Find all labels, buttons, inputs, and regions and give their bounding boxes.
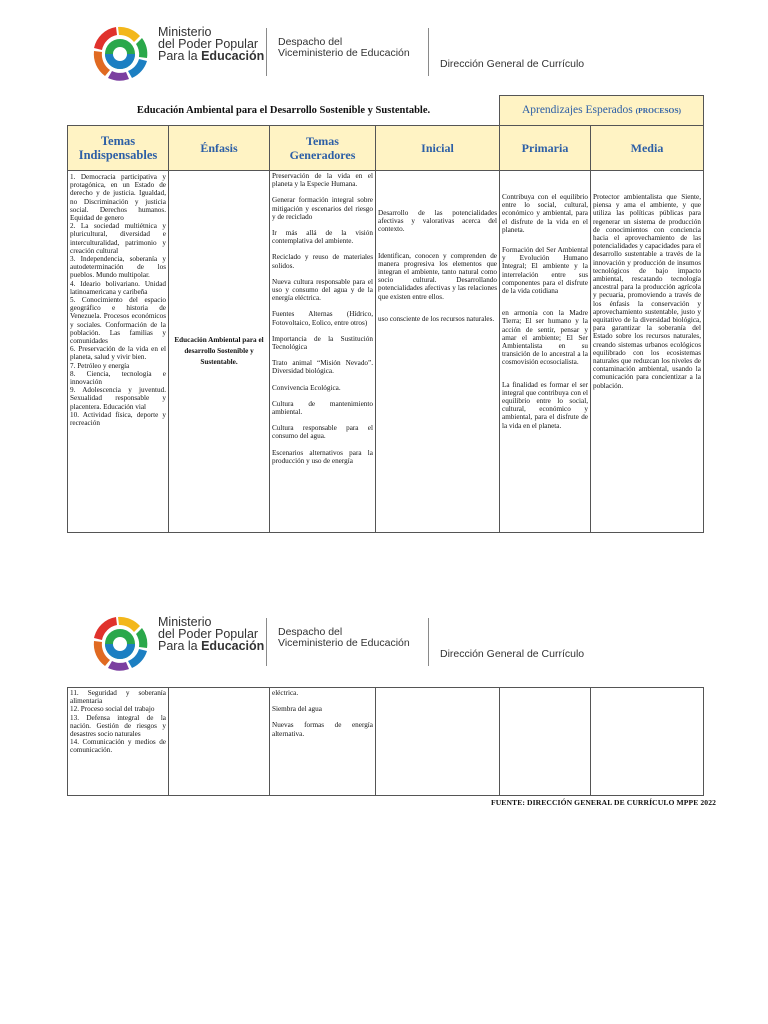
header-enfasis: Énfasis [169, 126, 270, 171]
temas-cell [68, 171, 169, 533]
header-temas: Temas Indispensables [68, 126, 169, 171]
direccion-text: Dirección General de Currículo [440, 648, 585, 660]
tema-item: 5. Conocimiento del espacio geográfico e historia de Venezuela. Procesos económicos y sociales. Conformación de la población. Las familias y comunidades [70, 296, 166, 346]
inicial-cell [376, 688, 500, 796]
tema-item: 3. Independencia, soberanía y autodeterminación de los pueblos. Mundo multipolar. [70, 255, 166, 280]
tema-item: 13. Defensa integral de la nación. Gestión de riesgos y desastres socio naturales [70, 713, 166, 739]
curriculum-table [67, 95, 704, 533]
header-generadores: Temas Generadores [270, 126, 376, 171]
inicial-cell [376, 171, 500, 533]
ministry-name: Ministerio del Poder Popular Para la Educación [158, 25, 265, 63]
generador-item: Escenarios alternativos para la producción y uso de energía [272, 448, 373, 465]
header-divider [428, 618, 429, 666]
generador-item: Cultura de mantenimiento ambiental. [272, 399, 373, 417]
generador-item: Preservación de la vida en el planeta y la Especie Humana. [272, 172, 373, 189]
generador-item: Cultura responsable para el consumo del agua. [272, 424, 373, 441]
primaria-cell [500, 171, 591, 533]
primaria-cell [500, 688, 591, 796]
page-header [88, 16, 708, 88]
tema-item: 7. Petróleo y energía [70, 361, 130, 370]
generador-item: Nuevas formas de energía alternativa. [272, 721, 373, 738]
generador-item: Reciclado y reuso de materiales solidos. [272, 253, 373, 270]
generador-item: Ir más allá de la visión contemplativa del ambiente. [272, 229, 373, 246]
ministry-name: Ministerio del Poder Popular Para la Educación [158, 615, 265, 653]
tema-item: 2. La sociedad multiétnica y pluricultural, diversidad e interculturalidad, patrimonio y creación cultural [70, 222, 166, 255]
generador-item: Fuentes Alternas (Hídrico, Fotovoltaico, Eolico, entre otros) [272, 310, 373, 327]
tema-item: 9. Adolescencia y juventud. Sexualidad responsable y placentera. Educación vial [70, 386, 166, 411]
inicial-item: Desarrollo de las potencialidades afectivas y valorativas acerca del contexto. [378, 209, 497, 234]
primaria-item: en armonía con la Madre Tierra; El ser humano y la acción de sentir, pensar y amar el ambiente; El Ser Ambientalista en su transición de lo ancestral a la cosmovisión ecosocialista. [502, 309, 588, 367]
generador-item: Generar formación integral sobre mitigación y escenarios del riesgo y de reciclado [272, 196, 373, 221]
generador-item: Importancia de la Sustitución Tecnológica [272, 334, 373, 352]
tema-item: 4. Ideario bolivariano. Unidad latinoamericana y caribeña [70, 279, 166, 296]
media-text: Protector ambientalista que Siente, piensa y ama el ambiente, y que utiliza las políticas públicas para regenerar un sistema de producción de conocimientos con conciencia hacia el aprovechamiento de las potencialidades y capacidades para el desarrollo sustentable a través de la innovación y producción de insumos tecnológicos de bajo impacto ambiental, rescatando tecnología ancestral para la producción agrícola y pecuaria, promoviendo a través de los énfasis la conservación y aprovechamiento sustentable, justo y equitativo de la diversidad biológica, para garantizar la soberanía del Estado sobre los recursos naturales, creando sistemas urbanos ecológicos equilibrado con los ecosistemas naturales que reduzcan los niveles de contaminación ambiental, usando la comunicación para concientizar a la población. [593, 193, 701, 390]
tema-item: 12. Proceso social del trabajo [70, 705, 155, 714]
enfasis-cell [169, 688, 270, 796]
header-media: Media [591, 126, 704, 171]
generador-item: Nueva cultura responsable para el uso y consumo del agua y de la energía eléctrica. [272, 277, 373, 303]
generador-item: eléctrica. [272, 689, 299, 697]
primaria-item: Contribuya con el equilibrio entre lo social, cultural, económico y ambiental, para el disfrute de la vida en el planeta. [502, 193, 588, 234]
primaria-item: Formación del Ser Ambiental y Evolución Humano Integral; El ambiente y la interrelación entre sus componentes para el disfrute de la vida cotidiana [502, 246, 588, 296]
generador-item: Trato animal “Misión Nevado”. Diversidad biológica. [272, 359, 373, 376]
media-cell [591, 688, 704, 796]
direccion-text: Dirección General de Currículo [440, 58, 585, 70]
generador-item: Convivencia Ecológica. [272, 383, 341, 392]
primaria-item: La finalidad es formar el ser integral que contribuya con el equilibrio entre lo social, cultural, económico y ambiental, para el disfrute de la vida en el planeta. [502, 380, 588, 430]
ministry-logo [88, 22, 152, 86]
page-header [88, 606, 708, 678]
generadores-cell [270, 171, 376, 533]
tema-item: 10. Actividad física, deporte y recreación [70, 410, 166, 428]
header-divider [266, 618, 267, 666]
header-inicial: Inicial [376, 126, 500, 171]
inicial-item: uso consciente de los recursos naturales. [378, 314, 495, 323]
ministry-logo [88, 612, 152, 676]
media-cell [591, 171, 704, 533]
generadores-cell [270, 688, 376, 796]
header-primaria: Primaria [500, 126, 591, 171]
generador-item: Siembra del agua [272, 705, 322, 714]
header-divider [428, 28, 429, 76]
despacho-text: Despacho del Viceministerio de Educación [278, 626, 410, 649]
header-divider [266, 28, 267, 76]
tema-item: 14. Comunicación y medios de comunicación. [70, 738, 166, 755]
despacho-text: Despacho del Viceministerio de Educación [278, 36, 410, 59]
tema-item: 8. Ciencia, tecnología e innovación [70, 369, 166, 387]
aprendizajes-header: Aprendizajes Esperados (PROCESOS) [500, 96, 704, 126]
temas-cell [68, 688, 169, 796]
source-note: FUENTE: DIRECCIÓN GENERAL DE CURRÍCULO MPPE 2022 [490, 798, 716, 807]
table-title: Educación Ambiental para el Desarrollo Sostenible y Sustentable. [68, 96, 500, 126]
tema-item: 1. Democracia participativa y protagónica, en un Estado de derecho y de justicia. Igualdad, no Discriminación y justicia social. Derechos humanos. Equidad de genero [70, 173, 166, 223]
inicial-item: Identifican, conocen y comprenden de manera progresiva los elementos que integran el ambiente, tanto natural como socio cultural. Desarrollando potencialidades afectivas y las relaciones que existen entre ellos. [378, 251, 497, 301]
curriculum-table-continued [67, 687, 704, 796]
tema-item: 6. Preservación de la vida en el planeta, salud y vivir bien. [70, 345, 166, 362]
enfasis-cell: Educación Ambiental para el desarrollo Sostenible y Sustentable. [169, 171, 270, 533]
tema-item: 11. Seguridad y soberanía alimentaria [70, 689, 166, 706]
